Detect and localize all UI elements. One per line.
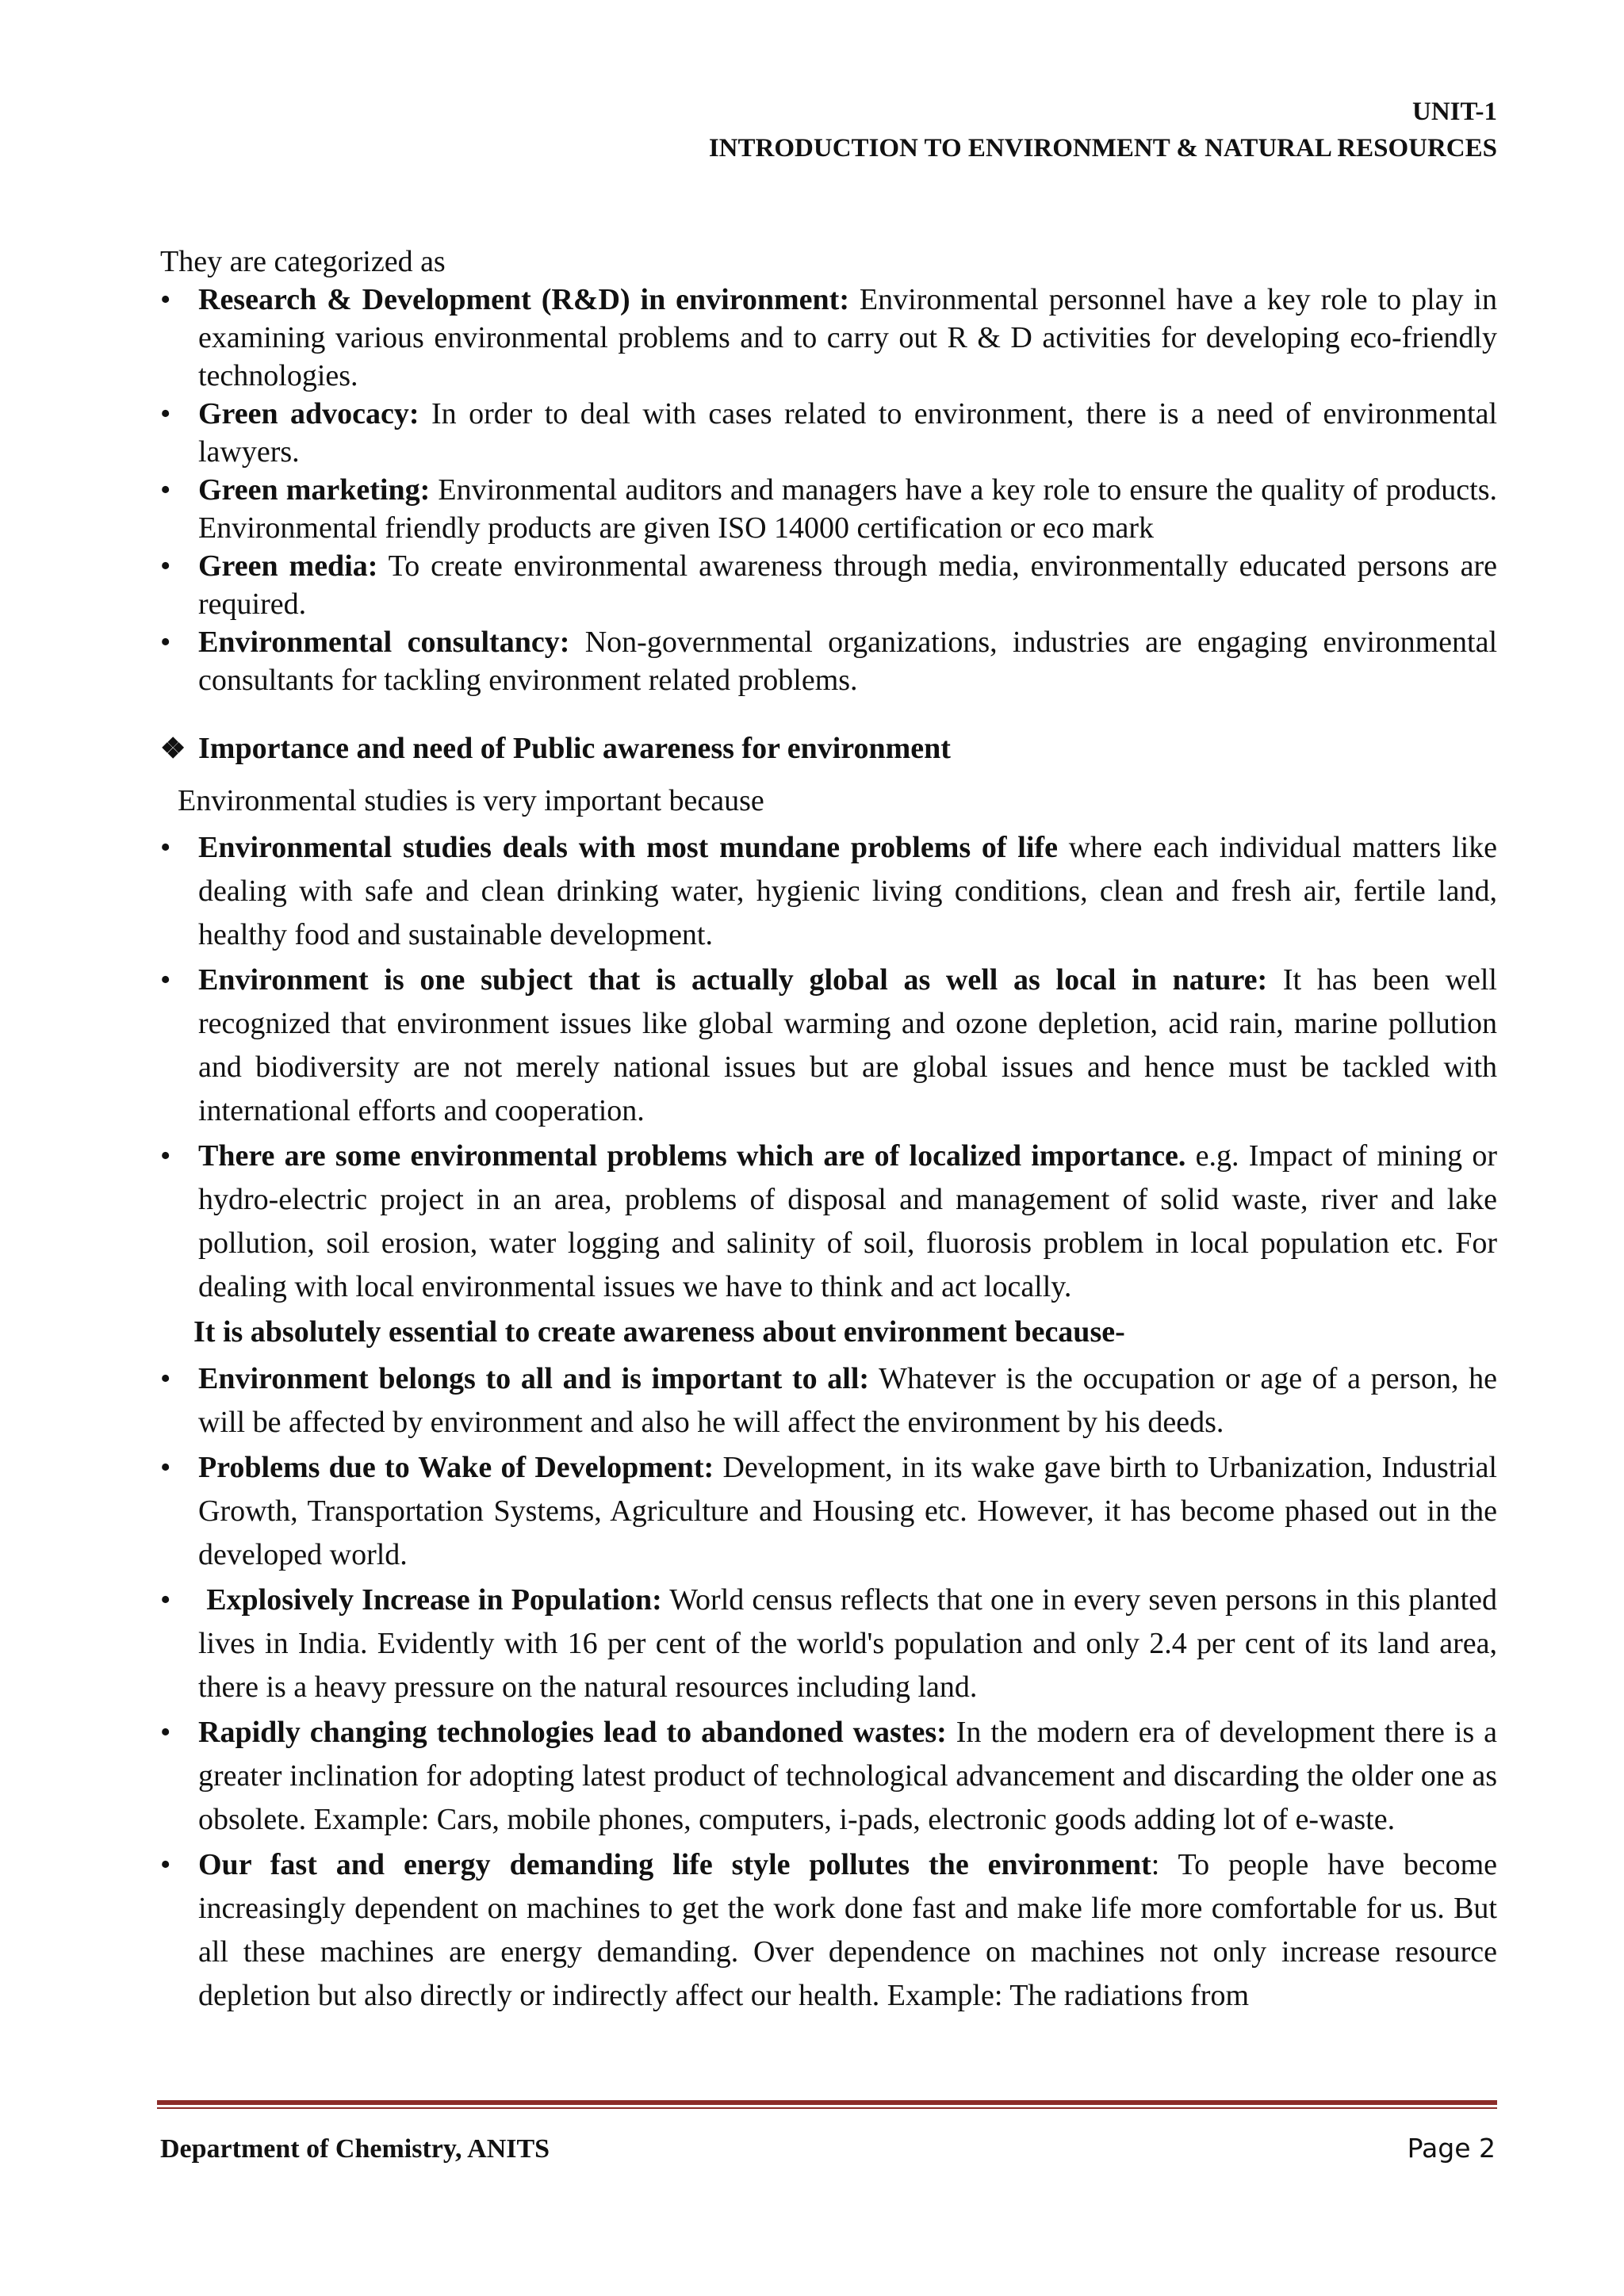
bullet-icon: • (160, 963, 171, 997)
item-text: where each individual matters like dealing with safe and clean drinking water, hygienic living conditions, clean and fresh air, fertile land, healthy food and sustainable development. (198, 831, 1498, 951)
awareness-subheading: It is absolutely essential to create awareness about environment because- (193, 1315, 1125, 1349)
item-term: Environmental studies deals with most mundane problems of life (198, 831, 1058, 864)
list-item (160, 623, 1497, 699)
item-text: World census reflects that one in every seven persons in this planted lives in India. Evidently with 16 per cent of the world's population and only 2.4 per cent of its land area, there is a heavy pressure on the natural resources including land. (198, 1583, 1498, 1704)
item-term: Green media: (198, 549, 378, 583)
section-intro: Environmental studies is very important because (178, 784, 764, 817)
footer-divider-thin (157, 2107, 1497, 2109)
page-number: Page 2 (1407, 2133, 1496, 2164)
item-text: Environmental personnel have a key role to play in examining various environmental problems and to carry out R & D activities for developing eco-friendly technologies. (198, 283, 1497, 392)
footer-department: Department of Chemistry, ANITS (160, 2134, 550, 2164)
list-item (160, 1711, 1497, 1842)
list-item (160, 281, 1497, 395)
categories-intro: They are categorized as (160, 245, 446, 278)
bullet-icon: • (160, 626, 171, 659)
item-text: To create environmental awareness through media, environmentally educated persons are required. (198, 549, 1497, 621)
item-text: : To people have become increasingly dependent on machines to get the work done fast and make life more comfortable for us. But all these machines are energy demanding. Over dependence on machines not only increase resource depletion but also directly or indirectly affect our health. Example: The radiations from (198, 1848, 1497, 2012)
item-term: Environment belongs to all and is important to all: (198, 1362, 870, 1395)
diamond-bullet-icon: ❖ (160, 733, 186, 764)
bullet-icon: • (160, 1848, 171, 1881)
list-item (160, 471, 1497, 547)
list-item (160, 547, 1497, 623)
item-text: Development, in its wake gave birth to Urbanization, Industrial Growth, Transportation Systems, Agriculture and Housing etc. However, it has become phased out in the developed world. (198, 1451, 1497, 1571)
bullet-icon: • (160, 1716, 171, 1749)
bullet-icon: • (160, 473, 171, 507)
item-term: Our fast and energy demanding life style pollutes the environment (198, 1848, 1151, 1881)
bullet-icon: • (160, 1583, 171, 1617)
footer-divider (157, 2100, 1497, 2105)
item-text: Whatever is the occupation or age of a person, he will be affected by environment and also he will affect the environment by his deeds. (198, 1362, 1497, 1439)
list-item (160, 1135, 1497, 1309)
item-term: Green advocacy: (198, 397, 419, 430)
page-header (709, 94, 1497, 166)
item-text: It has been well recognized that environment issues like global warming and ozone depletion, acid rain, marine pollution and biodiversity are not merely national issues but are global issues and hence must be tackled with international efforts and cooperation. (198, 963, 1497, 1127)
item-term: Research & Development (R&D) in environment: (198, 283, 849, 316)
categories-list (160, 281, 1497, 699)
bullet-icon: • (160, 831, 171, 864)
bullet-icon: • (160, 1451, 171, 1484)
item-term: Rapidly changing technologies lead to abandoned wastes: (198, 1716, 947, 1749)
item-text: In the modern era of development there is a greater inclination for adopting latest product of technological advancement and discarding the older one as obsolete. Example: Cars, mobile phones, computers, i-pads, electronic goods adding lot of e-waste. (198, 1716, 1498, 1836)
list-item (160, 395, 1497, 471)
list-item (160, 1446, 1497, 1577)
bullet-icon: • (160, 1362, 171, 1395)
bullet-icon: • (160, 549, 171, 583)
item-term: Problems due to Wake of Development: (198, 1451, 714, 1484)
chapter-title: INTRODUCTION TO ENVIRONMENT & NATURAL RESOURCES (708, 134, 1497, 163)
item-text: Non-governmental organizations, industries are engaging environmental consultants for tackling environment related problems. (198, 626, 1497, 697)
item-text: Environmental auditors and managers have a key role to ensure the quality of products. Environmental friendly products are given ISO 14000 certification or eco mark (198, 473, 1498, 545)
importance-list (160, 826, 1497, 1309)
section-heading (160, 729, 1497, 767)
list-item (160, 959, 1497, 1133)
item-text: e.g. Impact of mining or hydro-electric project in an area, problems of disposal and management of solid waste, river and lake pollution, soil erosion, water logging and salinity of soil, fluorosis problem in local population etc. For dealing with local environmental issues we have to think and act locally. (198, 1139, 1497, 1303)
item-term: There are some environmental problems which are of localized importance. (198, 1139, 1186, 1173)
list-item (160, 1357, 1497, 1445)
list-item (160, 1578, 1497, 1709)
list-item (160, 826, 1497, 957)
page-content (160, 243, 1497, 2019)
unit-label: UNIT-1 (1412, 98, 1497, 126)
item-term: Explosively Increase in Population: (206, 1583, 662, 1617)
item-term: Environmental consultancy: (198, 626, 570, 659)
bullet-icon: • (160, 283, 171, 316)
item-term: Environment is one subject that is actually global as well as local in nature: (198, 963, 1268, 997)
list-item (160, 1843, 1497, 2018)
awareness-reasons-list (160, 1357, 1497, 2018)
section-heading-text: Importance and need of Public awareness for environment (198, 732, 951, 765)
item-term: Green marketing: (198, 473, 431, 507)
item-text: In order to deal with cases related to environment, there is a need of environmental lawyers. (198, 397, 1498, 469)
bullet-icon: • (160, 1139, 171, 1173)
bullet-icon: • (160, 397, 171, 430)
